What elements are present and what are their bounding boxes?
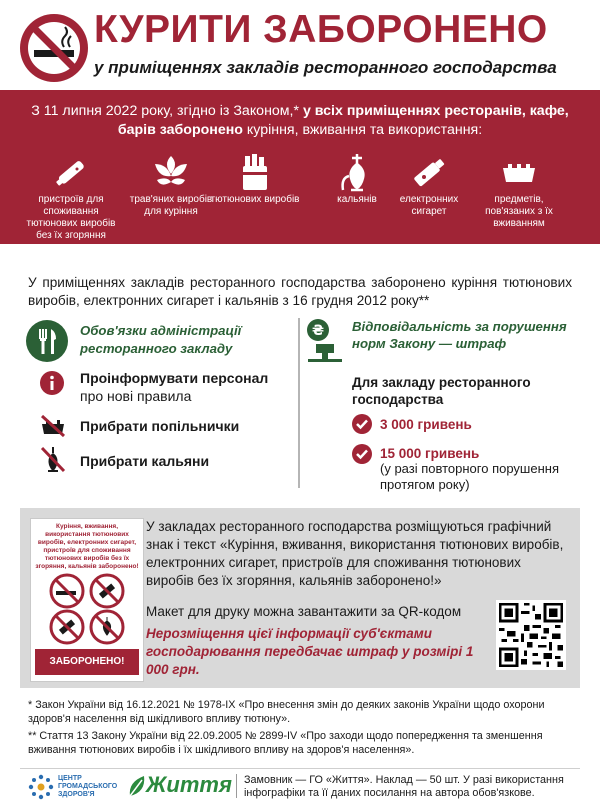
no-ashtray-icon xyxy=(40,414,66,438)
no-smoking-icon xyxy=(20,14,88,82)
poster-no-hookah-icon xyxy=(91,611,123,643)
no-hookah-icon xyxy=(40,445,66,473)
check-icon xyxy=(352,414,372,434)
liability-heading: Відповідальність за порушення норм Закону — штраф xyxy=(352,319,567,351)
intro-paragraph: У приміщеннях закладів ресторанного господарства заборонено куріння тютюнових виробів, електронних сигарет і кальянів з 16 грудня 2012 року** xyxy=(28,275,572,308)
zhyttia-logo-text: Життя xyxy=(146,772,232,797)
cutlery-icon xyxy=(26,320,68,362)
poster-no-cigarette-icon xyxy=(51,575,83,607)
signage-requirement-text: У закладах ресторанного господарства розміщуються графічний знак і текст «Куріння, вживання, використання тютюнових виробів, електронних сигарет, пристроїв для споживання тютюнових виробів без їх згоряння, кальянів заборонено!» xyxy=(146,519,564,588)
fine-repeat-note: (у разі повторного порушення протягом року) xyxy=(380,461,559,492)
fine-first: 3 000 гривень xyxy=(380,417,472,432)
poster-banner: ЗАБОРОНЕНО! xyxy=(35,649,139,675)
page-title: КУРИТИ ЗАБОРОНЕНО xyxy=(94,8,548,51)
herbal-leaf-icon xyxy=(151,152,191,192)
cigarette-pack-icon xyxy=(235,152,275,192)
liability-subheading: Для закладу ресторанного господарства xyxy=(352,375,531,407)
svg-text:₴: ₴ xyxy=(311,323,325,339)
banned-item-e-cigarette: електронних сигарет xyxy=(384,152,474,218)
banned-item-accessories: предметів, пов'язаних з їх вживанням xyxy=(474,152,564,230)
banned-item-herbal: трав'яних виробів для куріння xyxy=(126,152,216,218)
hookah-icon xyxy=(337,152,377,192)
poster-icons xyxy=(47,573,127,645)
poster-no-device-icon xyxy=(51,611,83,643)
banned-item-hookah: кальянів xyxy=(312,152,402,206)
footer-credits: Замовник — ГО «Життя». Наклад — 50 шт. У разі використання інфографіки та її даних посилання на автора обов'язкове. xyxy=(244,774,564,799)
admin-duties-heading: Обов'язки адміністрації ресторанного закладу xyxy=(80,323,242,356)
signage-poster xyxy=(30,518,144,682)
leaf-logo-icon xyxy=(126,774,148,798)
duty-remove-hookahs: Прибрати кальяни xyxy=(80,453,210,469)
banned-item-tobacco: тютюнових виробів xyxy=(210,152,300,206)
footnote-2: ** Стаття 13 Закону України від 22.09.2005 № 2899-IV «Про заходи щодо попередження та зменшення вживання тютюнових виробів і їх шкідливого впливу на здоров'я населення». xyxy=(28,730,543,756)
column-divider xyxy=(298,318,300,488)
footnote-1: * Закон України від 16.12.2021 № 1978-IX «Про внесення змін до деяких законів України щодо охорони здоров'я населення від шкідливого впливу тютюну». xyxy=(28,699,545,725)
info-icon xyxy=(40,371,64,395)
download-note: Макет для друку можна завантажити за QR-кодом xyxy=(146,604,462,619)
hryvnia-gavel-icon xyxy=(304,318,344,362)
banned-item-heated-tobacco: пристроїв для споживання тютюнових виробів без їх згоряння xyxy=(26,152,116,242)
heated-tobacco-device-icon xyxy=(51,152,91,192)
poster-text: Куріння, вживання, використання тютюнових виробів, електронних сигарет, пристроїв для споживання тютюнових виробів без їх згоряння, кальянів заборонено! xyxy=(35,523,139,570)
poster-no-e-cigarette-icon xyxy=(91,575,123,607)
public-health-center-logo-icon xyxy=(28,774,54,800)
ban-statement: З 11 липня 2022 року, згідно із Законом,* у всіх приміщеннях ресторанів, кафе, барів заборонено куріння, вживання та використання: xyxy=(31,103,569,138)
e-cigarette-icon xyxy=(409,152,449,192)
duty-remove-ashtrays: Прибрати попільнички xyxy=(80,418,240,434)
check-icon xyxy=(352,444,372,464)
footer-logo-divider xyxy=(236,774,237,798)
ashtray-icon xyxy=(499,152,539,192)
page-subtitle: у приміщеннях закладів ресторанного господарства xyxy=(94,58,557,77)
ban-banner xyxy=(0,90,600,244)
fine-repeat: 15 000 гривень xyxy=(380,446,480,461)
signage-fine-text: Нерозміщення цієї інформації суб'єктами господарювання передбачає штраф у розмірі 1 000 грн. xyxy=(146,626,474,677)
public-health-center-logo-text: ЦЕНТР ГРОМАДСЬКОГО ЗДОРОВ'Я xyxy=(58,775,118,798)
duty-inform-staff: Проінформувати персонал про нові правила xyxy=(80,370,269,404)
footer-divider xyxy=(20,768,580,769)
qr-code[interactable] xyxy=(496,600,566,670)
